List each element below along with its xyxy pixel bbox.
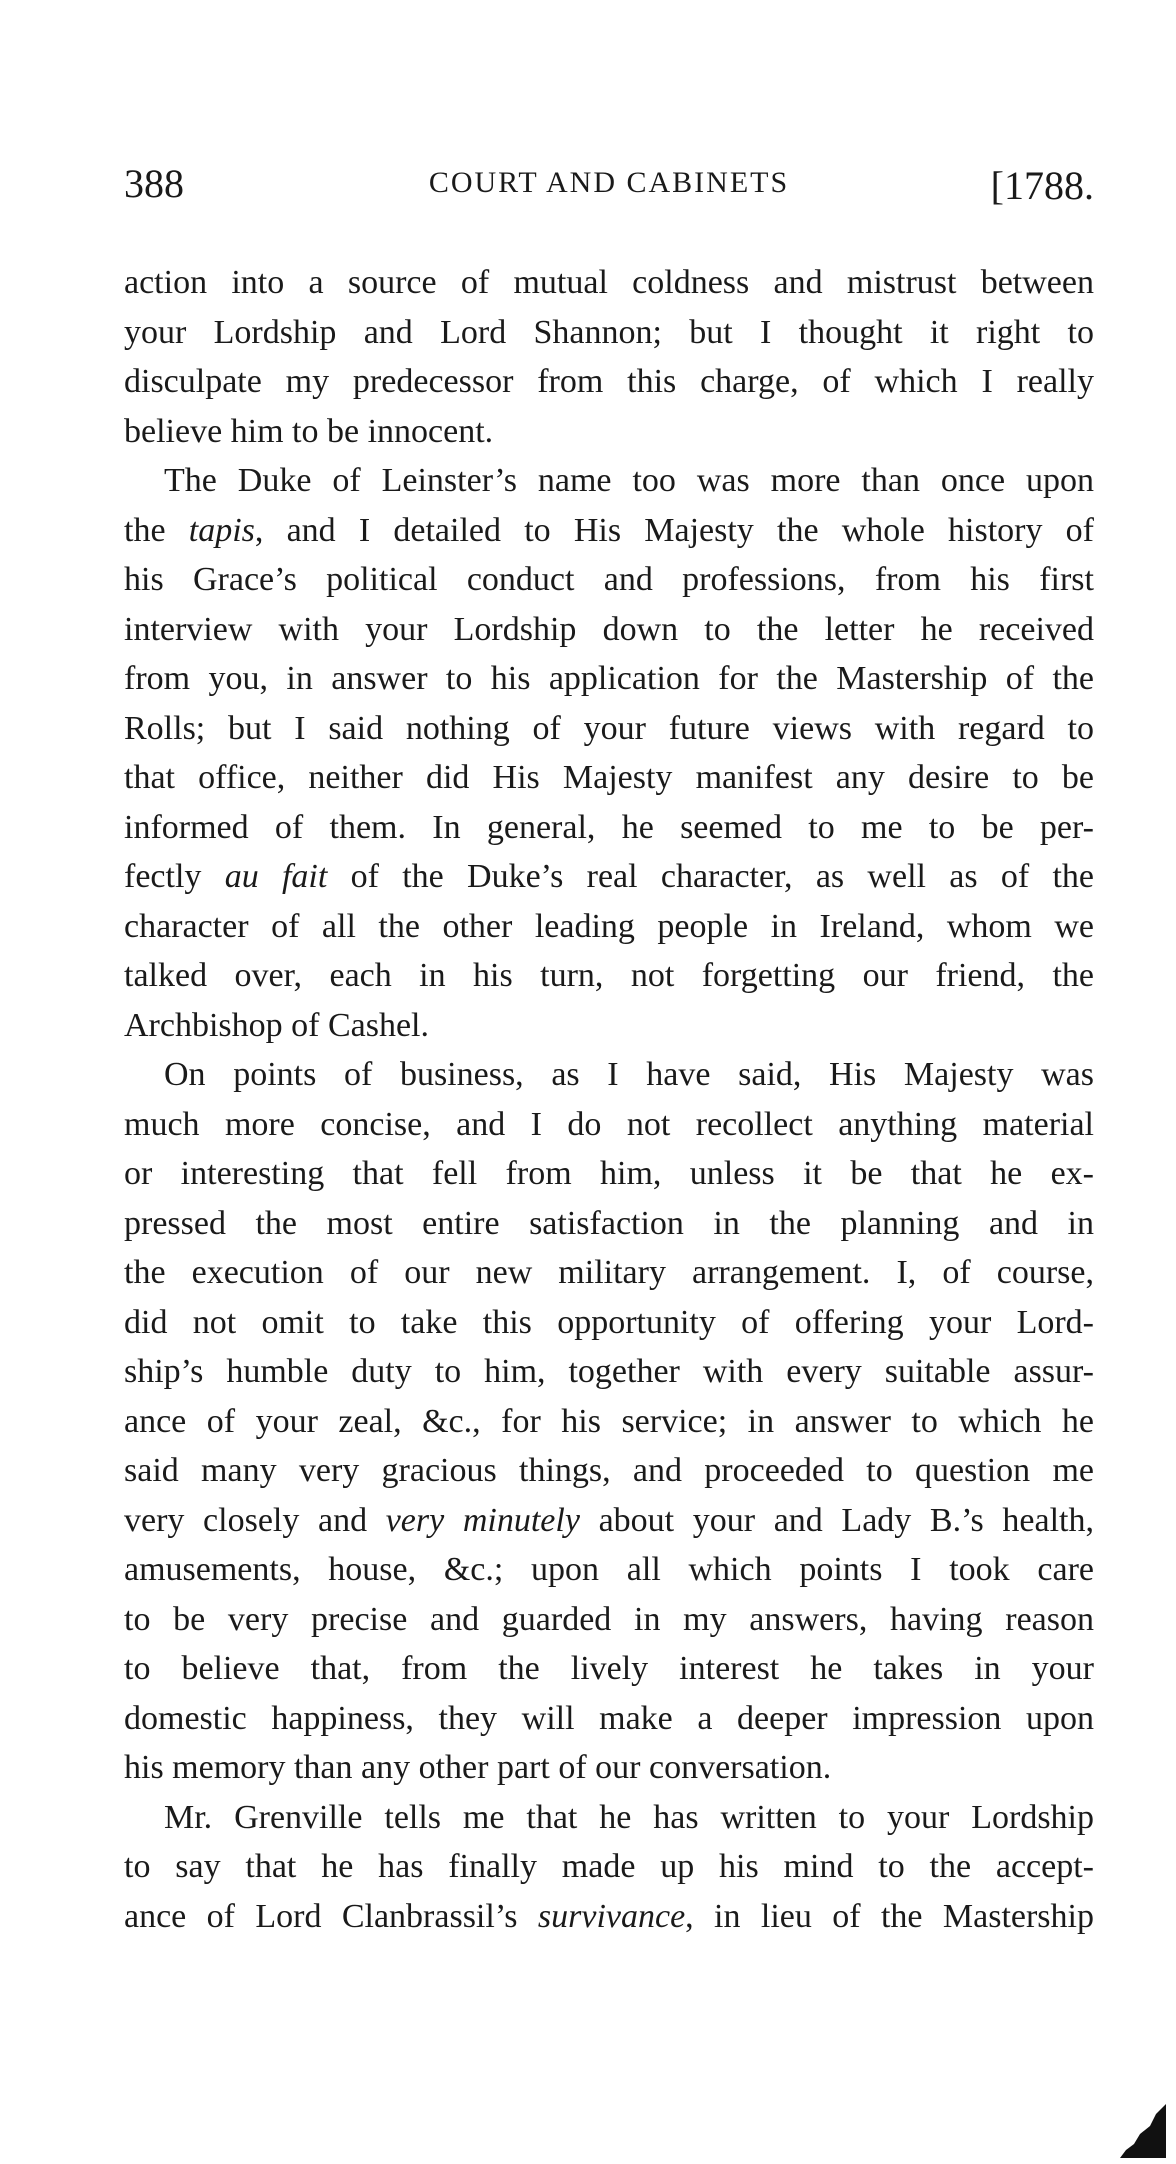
text-line: action into a source of mutual coldness and mistrust between (124, 264, 1094, 301)
text-line: informed of them. In general, he seemed to me to be per- (124, 808, 1094, 846)
paragraph (124, 258, 1094, 456)
text-line: talked over, each in his turn, not forgetting our friend, the (124, 957, 1094, 994)
page-corner-mark-icon (1120, 2104, 1166, 2158)
text-line: very closely and very minutely about your and Lady B.’s health, (124, 1501, 1094, 1539)
text-line: the execution of our new military arrangement. I, of course, (124, 1254, 1094, 1291)
text-line: ance of Lord Clanbrassil’s survivance, in lieu of the Mastership (124, 1897, 1094, 1935)
text-line: ship’s humble duty to him, together with every suitable assur- (124, 1353, 1094, 1390)
text-line: The Duke of Leinster’s name too was more than once upon (164, 462, 1094, 499)
body-text (124, 258, 1094, 1941)
text-line: amusements, house, &c.; upon all which points I took care (124, 1551, 1094, 1588)
paragraph (124, 456, 1094, 1050)
text-line: domestic happiness, they will make a deeper impression upon (124, 1699, 1094, 1737)
text-line: Rolls; but I said nothing of your future views with regard to (124, 709, 1094, 747)
text-line: Mr. Grenville tells me that he has written to your Lordship (164, 1798, 1094, 1836)
text-line: or interesting that fell from him, unless it be that he ex- (124, 1155, 1094, 1192)
text-line: the tapis, and I detailed to His Majesty the whole history of (124, 511, 1094, 549)
text-line: to believe that, from the lively interest he takes in your (124, 1650, 1094, 1687)
page-number: 388 (124, 161, 184, 206)
text-line: much more concise, and I do not recollect anything material (124, 1105, 1094, 1143)
text-line: his Grace’s political conduct and professions, from his first (124, 561, 1094, 598)
year-marker: [1788. (990, 163, 1094, 208)
paragraph (124, 1793, 1094, 1942)
text-line: his memory than any other part of our conversation. (124, 1749, 832, 1786)
text-line: On points of business, as I have said, His Majesty was (164, 1056, 1094, 1093)
text-line: fectly au fait of the Duke’s real character, as well as of the (124, 858, 1094, 895)
text-line: said many very gracious things, and proceeded to question me (124, 1452, 1094, 1489)
text-line: ance of your zeal, &c., for his service; in answer to which he (124, 1402, 1094, 1440)
text-line: disculpate my predecessor from this charge, of which I really (124, 363, 1094, 400)
text-line: pressed the most entire satisfaction in the planning and in (124, 1204, 1094, 1242)
text-line: to say that he has finally made up his mind to the accept- (124, 1848, 1094, 1885)
text-line: interview with your Lordship down to the letter he received (124, 610, 1094, 648)
running-head (124, 160, 1094, 220)
text-line: did not omit to take this opportunity of offering your Lord- (124, 1303, 1094, 1341)
text-line: to be very precise and guarded in my answers, having reason (124, 1600, 1094, 1638)
text-line: believe him to be innocent. (124, 412, 494, 450)
paragraph (124, 1050, 1094, 1793)
running-title: COURT AND CABINETS (428, 166, 790, 199)
text-line: character of all the other leading people in Ireland, whom we (124, 907, 1094, 945)
book-page (124, 160, 1094, 1941)
text-line: Archbishop of Cashel. (124, 1006, 430, 1044)
text-line: from you, in answer to his application for the Mastership of the (124, 660, 1094, 697)
text-line: your Lordship and Lord Shannon; but I thought it right to (124, 313, 1094, 351)
text-line: that office, neither did His Majesty manifest any desire to be (124, 759, 1094, 796)
